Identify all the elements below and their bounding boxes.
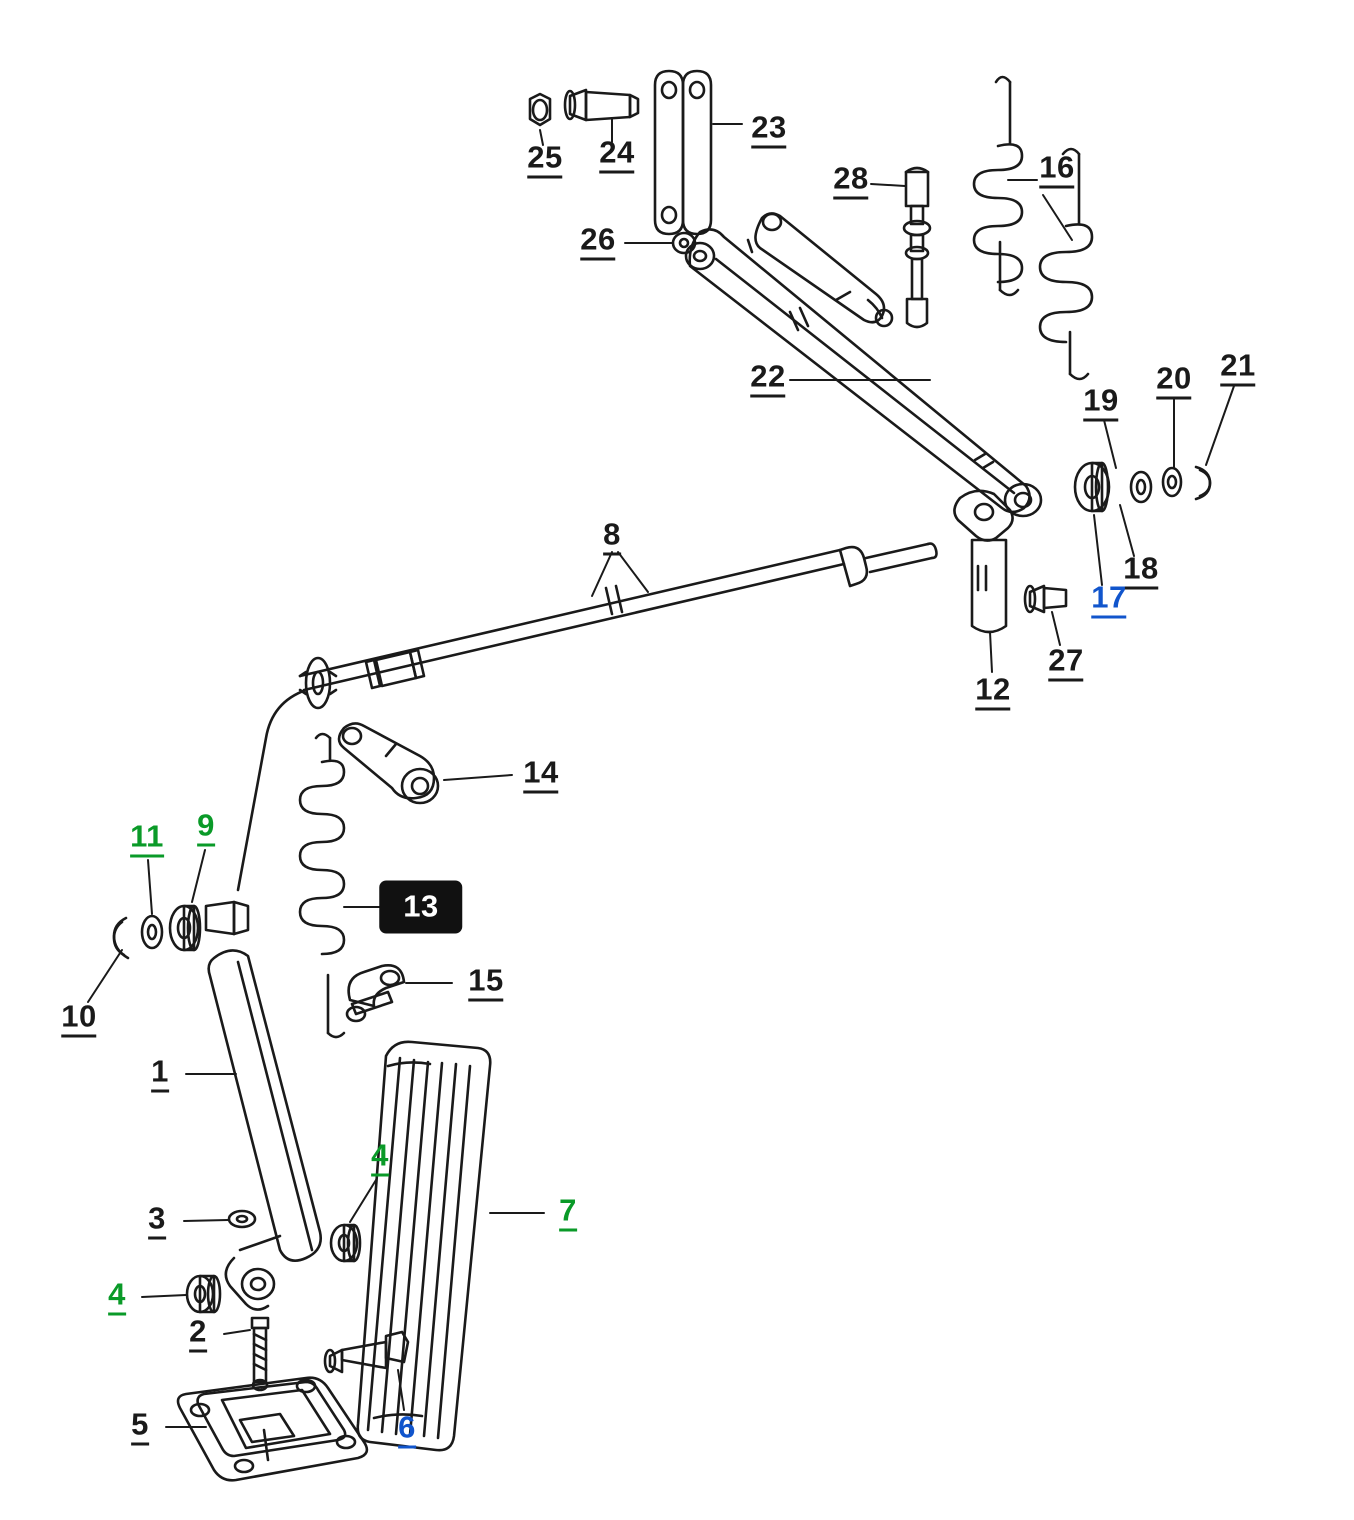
callout-14[interactable]: 14 (523, 757, 558, 794)
callout-17[interactable]: 17 (1091, 582, 1126, 619)
callout-10[interactable]: 10 (61, 1001, 96, 1038)
callout-7[interactable]: 7 (559, 1195, 577, 1232)
part-27-pin (1025, 586, 1066, 612)
part-5-floor-plate (178, 1378, 367, 1481)
part-13-spring (300, 734, 344, 1037)
callout-4-lower[interactable]: 4 (108, 1279, 126, 1316)
part-4-bushing-lower (187, 1276, 220, 1312)
callout-22[interactable]: 22 (750, 361, 785, 398)
callout-3[interactable]: 3 (148, 1203, 166, 1240)
part-19-bushing (1075, 463, 1109, 511)
callout-9[interactable]: 9 (197, 810, 215, 847)
part-20-washer (1131, 468, 1181, 502)
part-2-stud (252, 1318, 268, 1390)
callout-6[interactable]: 6 (398, 1412, 416, 1449)
callout-4-upper[interactable]: 4 (371, 1140, 389, 1177)
part-16-springs (974, 77, 1092, 379)
part-11-washer (142, 916, 162, 948)
callout-20[interactable]: 20 (1156, 363, 1191, 400)
callout-5[interactable]: 5 (131, 1409, 149, 1446)
part-3-washer (229, 1211, 255, 1227)
callout-8[interactable]: 8 (603, 519, 621, 556)
part-28-plunger (904, 168, 930, 327)
part-22-secondary-arm (748, 213, 892, 326)
callout-24[interactable]: 24 (599, 137, 634, 174)
part-21-clip (1196, 467, 1210, 499)
callout-16[interactable]: 16 (1039, 152, 1074, 189)
callout-25[interactable]: 25 (527, 142, 562, 179)
part-9-bushing (170, 906, 200, 950)
part-25-nut (530, 94, 550, 125)
callout-2[interactable]: 2 (189, 1316, 207, 1353)
part-14-lever (339, 723, 438, 803)
part-12-bracket (954, 491, 1012, 632)
part-4-bushing-upper (331, 1225, 360, 1261)
part-8-rod (238, 544, 937, 890)
part-1-pedal-arm (209, 950, 321, 1309)
callout-21[interactable]: 21 (1220, 350, 1255, 387)
callout-15[interactable]: 15 (468, 965, 503, 1002)
part-15-bracket (347, 965, 404, 1021)
callout-26[interactable]: 26 (580, 224, 615, 261)
part-22-lever-arm (686, 229, 1041, 516)
callout-18[interactable]: 18 (1123, 553, 1158, 590)
callout-28[interactable]: 28 (833, 163, 868, 200)
callout-1[interactable]: 1 (151, 1056, 169, 1093)
callout-11[interactable]: 11 (130, 821, 164, 858)
part-6-bolt (325, 1332, 408, 1372)
pedal-pivot-bolt (206, 902, 248, 934)
callout-12[interactable]: 12 (975, 674, 1010, 711)
part-24-pin (565, 90, 638, 120)
callout-27[interactable]: 27 (1048, 645, 1083, 682)
part-7-pedal-pad (358, 1042, 491, 1450)
callout-13[interactable]: 13 (379, 881, 462, 934)
callout-19[interactable]: 19 (1083, 385, 1118, 422)
callout-23[interactable]: 23 (751, 112, 786, 149)
part-23-link (655, 71, 711, 234)
